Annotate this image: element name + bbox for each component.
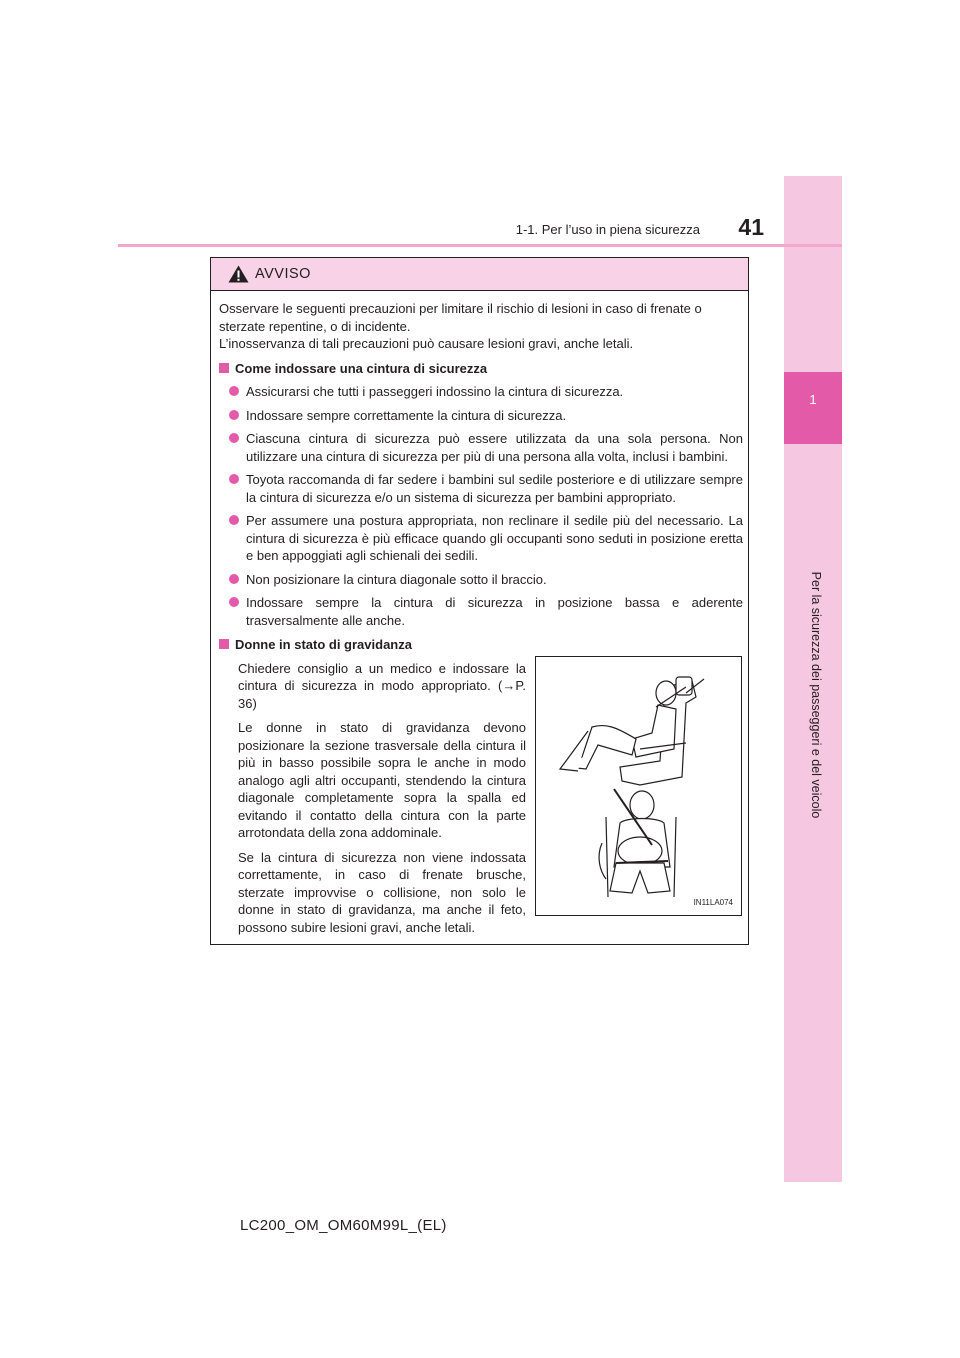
warning-header (211, 258, 748, 291)
round-bullet-icon (229, 410, 239, 420)
section-heading-seatbelt: Come indossare una cintura di sicurezza (219, 360, 743, 378)
section-title: 1-1. Per l’uso in piena sicurezza (515, 222, 700, 237)
section-heading-pregnancy: Donne in stato di gravidanza (219, 636, 743, 654)
round-bullet-icon (229, 574, 239, 584)
list-item: Non posizionare la cintura diagonale sotto il braccio. (219, 571, 743, 589)
round-bullet-icon (229, 386, 239, 396)
warning-label: AVVISO (255, 266, 311, 282)
pregnancy-para-1: Chiedere consiglio a un medico e indossare la cintura di sicurezza in modo appropriato. (→P. 36) (238, 660, 526, 711)
pregnancy-para-2: Le donne in stato di gravidanza devono posizionare la sezione trasversale della cintura il più in basso possibile sopra le anche in modo analogo agli altri occupanti, stendendo la cintura diagonale completamente sopra la spalla ed evitando il contatto della cintura con la parte arrotondata della zona addominale. (238, 720, 526, 840)
chapter-number: 1 (809, 392, 817, 407)
intro-line-2: sterzate repentine, o di incidente. (219, 318, 411, 334)
list-item: Assicurarsi che tutti i passeggeri indossino la cintura di sicurezza. (219, 383, 743, 401)
list-item: Ciascuna cintura di sicurezza può essere utilizzata da una sola persona. Non utilizzare una cintura di sicurezza per più di una persona alla volta, inclusi i bambini. (219, 430, 743, 465)
pregnancy-text (219, 660, 526, 944)
round-bullet-icon (229, 474, 239, 484)
warning-body (219, 300, 743, 943)
square-bullet-icon (219, 639, 229, 649)
pregnancy-para-3: Se la cintura di sicurezza non viene indossata correttamente, in caso di frenate brusche, sterzate improvvise o collisione, non solo le donne in stato di gravidanza, ma anche il feto, possono subire lesioni gravi, anche letali. (238, 849, 526, 935)
square-bullet-icon (219, 363, 229, 373)
round-bullet-icon (229, 597, 239, 607)
intro-line-3: L’inosservanza di tali precauzioni può causare lesioni gravi, anche letali. (219, 336, 634, 351)
round-bullet-icon (229, 433, 239, 443)
list-item: Indossare sempre correttamente la cintura di sicurezza. (219, 407, 743, 425)
list-item: Toyota raccomanda di far sedere i bambini sul sedile posteriore e di utilizzare sempre la cintura di sicurezza e/o un sistema di sicurezza per bambini appropriato. (219, 471, 743, 506)
intro-line-1: Osservare le seguenti precauzioni per limitare il rischio di lesioni in caso di frenate o (219, 301, 702, 316)
round-bullet-icon (229, 515, 239, 525)
list-item: Indossare sempre la cintura di sicurezza in posizione bassa e aderente trasversalmente alle anche. (219, 594, 743, 629)
list-item: Per assumere una postura appropriata, non reclinare il sedile più del necessario. La cintura di sicurezza è più efficace quando gli occupanti sono seduti in posizione eretta e ben appoggiati agli schienali dei sedili. (219, 512, 743, 565)
warning-intro (219, 300, 743, 353)
header-rule (118, 244, 842, 247)
pregnant-seatbelt-illustration (535, 656, 742, 916)
document-code: LC200_OM_OM60M99L_(EL) (240, 1217, 447, 1234)
warning-triangle-icon (228, 265, 249, 283)
page-number: 41 (738, 214, 764, 240)
chapter-title: Per la sicurezza dei passeggeri e del veicolo (809, 571, 823, 819)
seatbelt-illustration-drawing (536, 657, 741, 915)
warning-box (210, 257, 749, 945)
figure-code: IN11LA074 (693, 897, 733, 907)
